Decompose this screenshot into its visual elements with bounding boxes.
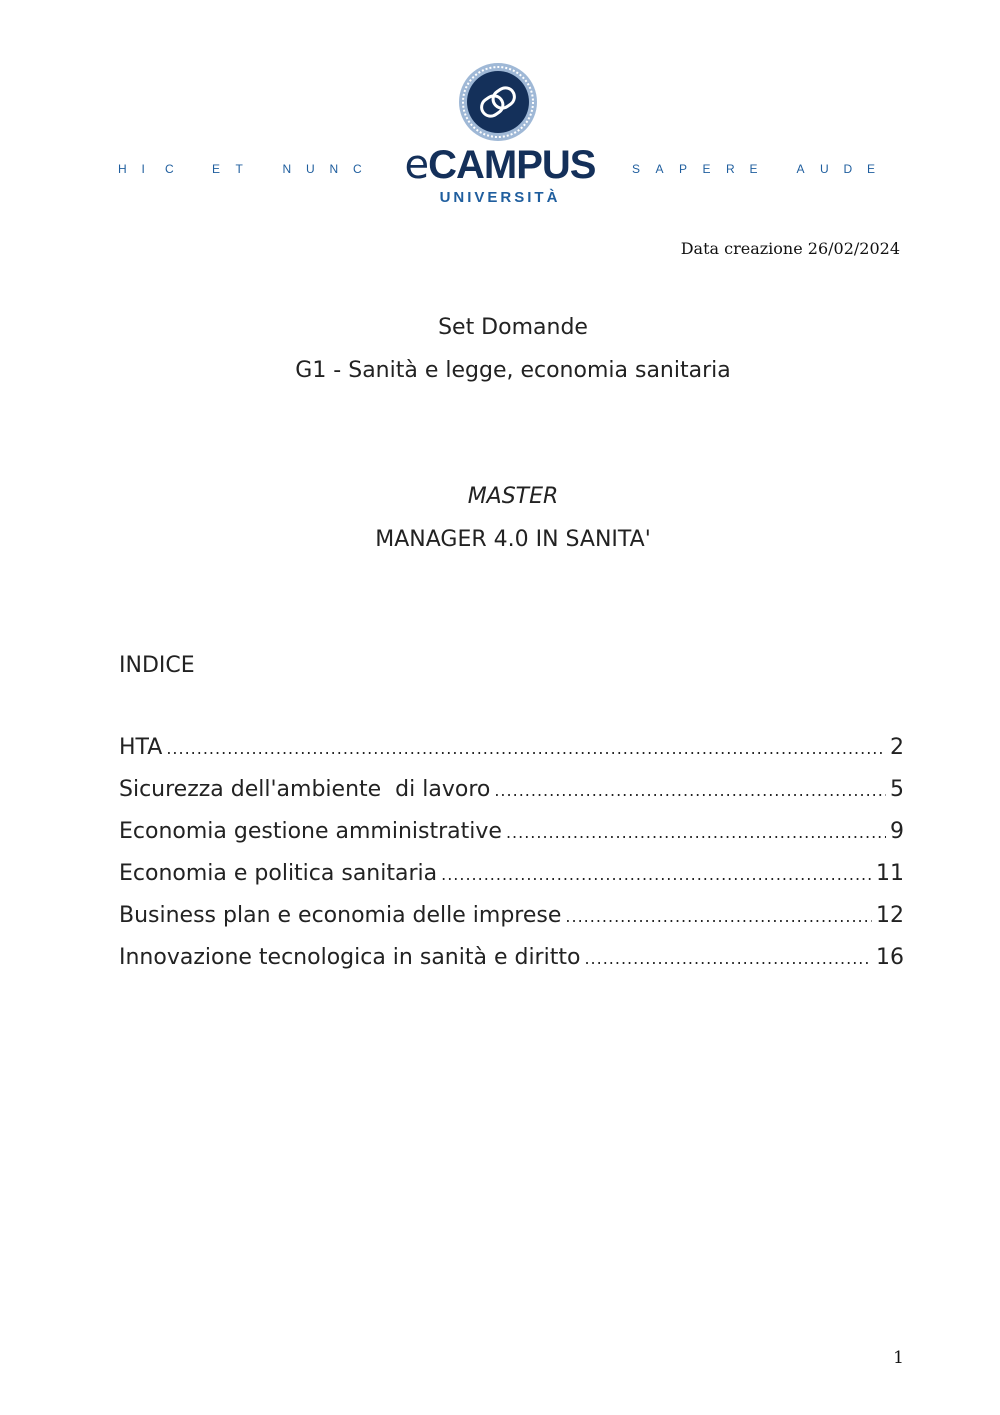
motto-letter: C (353, 162, 362, 176)
toc-label: Business plan e economia delle imprese (119, 903, 562, 928)
toc-entry-innovazione[interactable] (119, 945, 904, 987)
toc-leader (584, 949, 872, 968)
ecampus-seal-icon (458, 62, 538, 142)
toc-label: Innovazione tecnologica in sanità e diritto (119, 945, 581, 970)
motto-letter: U (820, 162, 829, 176)
page-number: 1 (893, 1348, 904, 1368)
toc-label: Economia gestione amministrative (119, 819, 502, 844)
toc-entry-economia-politica[interactable] (119, 861, 904, 903)
toc-leader (506, 823, 886, 842)
toc-entry-business-plan[interactable] (119, 903, 904, 945)
table-of-contents (119, 735, 904, 987)
toc-entry-hta[interactable] (119, 735, 904, 777)
motto-letter: N (329, 162, 339, 176)
motto-letter: U (306, 162, 315, 176)
set-subtitle: G1 - Sanità e legge, economia sanitaria (295, 358, 731, 383)
toc-page: 5 (890, 777, 904, 802)
toc-page: 2 (890, 735, 904, 760)
wordmark-campus: CAMPUS (428, 143, 596, 187)
toc-page: 12 (876, 903, 904, 928)
motto-left (118, 162, 377, 176)
motto-letter: E (702, 162, 711, 176)
motto-letter: T (235, 162, 243, 176)
motto-letter: A (796, 162, 805, 176)
toc-label: Economia e politica sanitaria (119, 861, 438, 886)
toc-leader (166, 739, 886, 758)
toc-page: 9 (890, 819, 904, 844)
toc-entry-sicurezza[interactable] (119, 777, 904, 819)
motto-letter: D (843, 162, 853, 176)
toc-page: 16 (876, 945, 904, 970)
ecampus-wordmark (402, 142, 598, 188)
wordmark-e: e (404, 142, 429, 188)
master-name: MANAGER 4.0 IN SANITA' (375, 527, 651, 552)
motto-letter: S (632, 162, 641, 176)
toc-leader (494, 781, 886, 800)
page-header (0, 0, 1000, 220)
motto-letter: R (726, 162, 735, 176)
creation-date: Data creazione 26/02/2024 (680, 239, 900, 258)
motto-letter: P (679, 162, 688, 176)
motto-letter: I (141, 162, 145, 176)
motto-right (632, 162, 891, 176)
toc-entry-economia-gestione[interactable] (119, 819, 904, 861)
toc-leader (441, 865, 872, 884)
logo-subtitle: UNIVERSITÀ (439, 189, 561, 206)
master-label: MASTER (467, 484, 559, 509)
index-heading: INDICE (119, 653, 195, 678)
toc-leader (565, 907, 872, 926)
toc-label: HTA (119, 735, 163, 760)
motto-letter: A (655, 162, 664, 176)
motto-letter: H (118, 162, 127, 176)
motto-letter: E (212, 162, 221, 176)
motto-letter: E (867, 162, 876, 176)
motto-letter: E (749, 162, 758, 176)
toc-label: Sicurezza dell'ambiente di lavoro (119, 777, 491, 802)
motto-letter: C (165, 162, 174, 176)
motto-letter: N (282, 162, 292, 176)
toc-page: 11 (876, 861, 904, 886)
set-title: Set Domande (438, 315, 588, 340)
